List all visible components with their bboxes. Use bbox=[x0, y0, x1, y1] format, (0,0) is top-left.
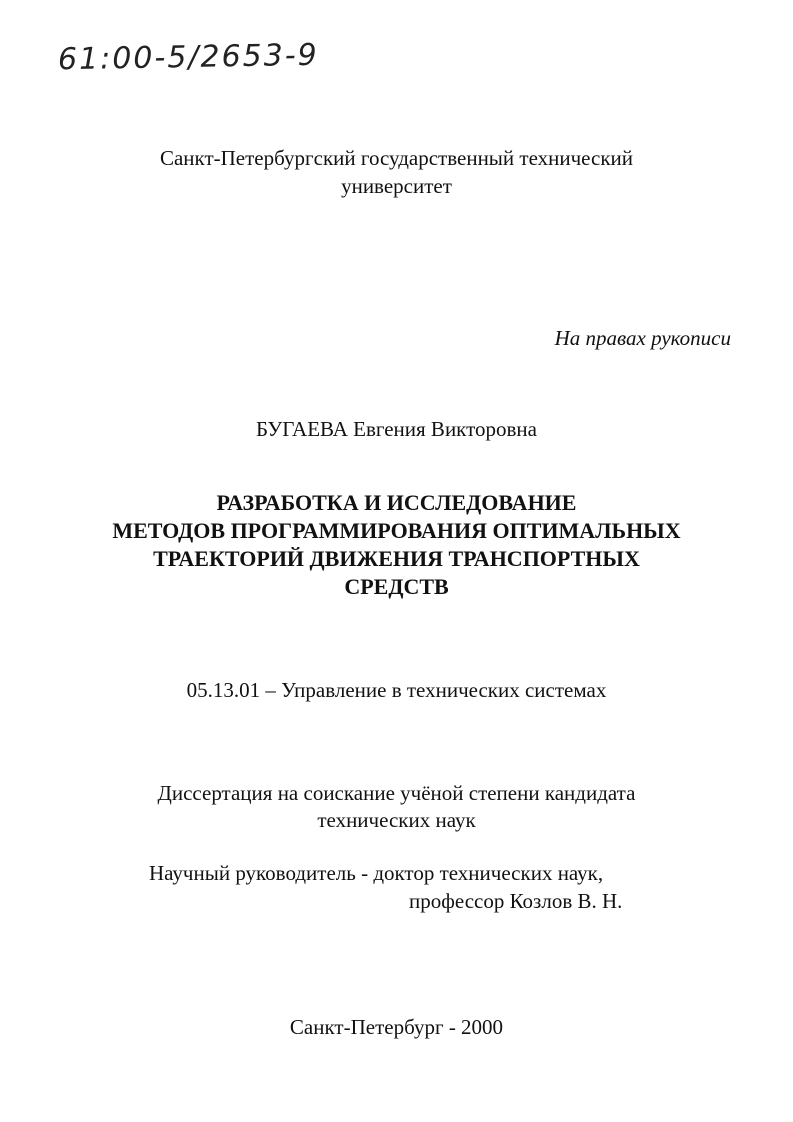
scientific-advisor bbox=[149, 859, 622, 915]
specialty-code: 05.13.01 – Управление в технических системах bbox=[186, 678, 607, 702]
title-line-4: СРЕДСТВ bbox=[344, 574, 449, 599]
advisor-line-2: профессор Козлов В. Н. bbox=[409, 889, 623, 913]
title-line-3: ТРАЕКТОРИЙ ДВИЖЕНИЯ ТРАНСПОРТНЫХ bbox=[153, 546, 640, 571]
university-line-1: Санкт-Петербургский государственный технический bbox=[159, 146, 634, 170]
degree-line-2: технических наук bbox=[317, 808, 476, 832]
university-line-2: университет bbox=[341, 174, 452, 198]
archive-stamp: 61:00-5/2653-9 bbox=[57, 37, 320, 78]
city-and-year: Санкт-Петербург - 2000 bbox=[289, 1015, 504, 1039]
degree-line-1: Диссертация на соискание учёной степени кандидата bbox=[157, 781, 636, 805]
university-name bbox=[0, 144, 793, 200]
advisor-line-1: Научный руководитель - доктор технических наук, bbox=[149, 861, 604, 885]
manuscript-rights-note: На правах рукописи bbox=[554, 326, 731, 350]
title-line-1: РАЗРАБОТКА И ИССЛЕДОВАНИЕ bbox=[216, 490, 577, 515]
author-name: БУГАЕВА Евгения Викторовна bbox=[256, 417, 537, 441]
degree-statement bbox=[0, 780, 793, 834]
title-line-2: МЕТОДОВ ПРОГРАММИРОВАНИЯ ОПТИМАЛЬНЫХ bbox=[112, 518, 681, 543]
dissertation-title bbox=[0, 489, 793, 601]
